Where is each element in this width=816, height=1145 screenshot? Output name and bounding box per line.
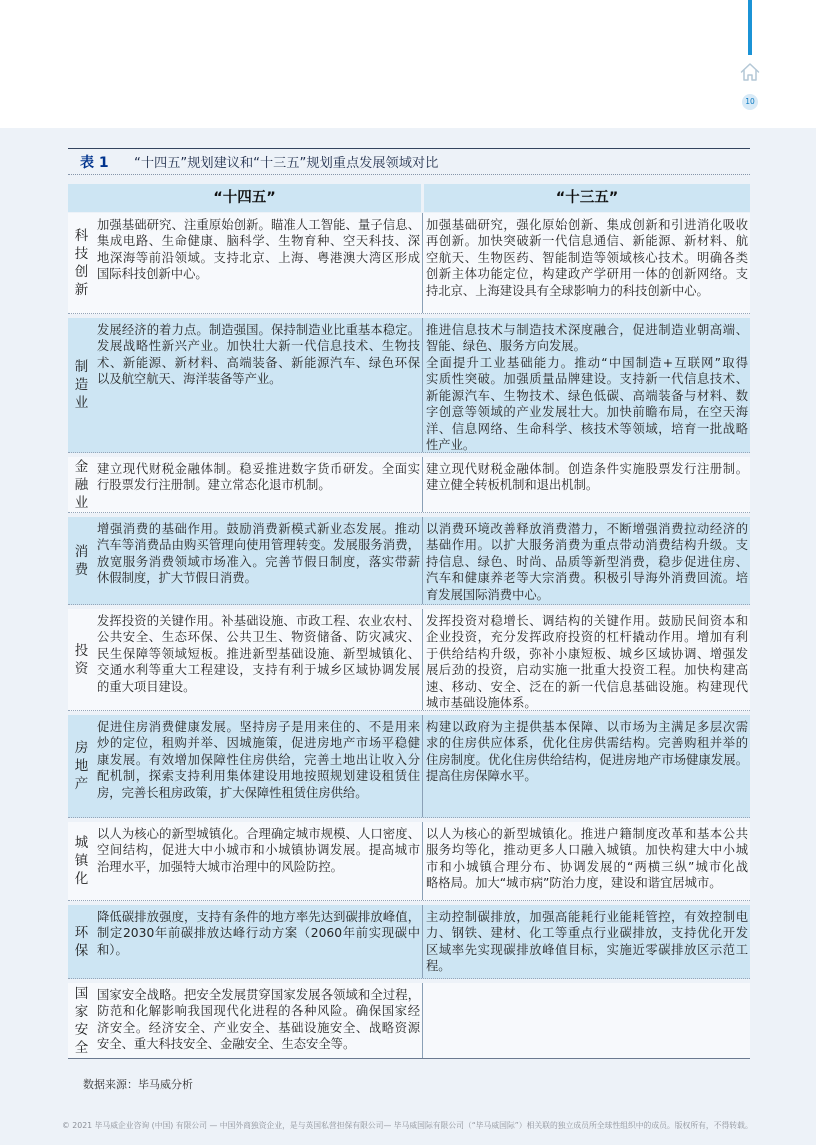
text-line: 济安全。经济安全、产业安全、基础设施安全、战略资源 — [97, 1020, 420, 1035]
table-row — [68, 822, 750, 901]
row-label-cell — [68, 457, 95, 512]
row-label-cell — [68, 905, 95, 978]
text-line: 于供给结构升级，弥补小康短板、城乡区域协调、增强发 — [426, 646, 748, 661]
text-line: 育发展国际消费中心。 — [426, 587, 549, 602]
text-line: 房，完善长租房政策，扩大保障性租赁住房供给。 — [97, 785, 368, 800]
row-label-cell — [68, 517, 95, 604]
text-line: 基础作用。以扩大服务消费为重点带动消费结构升级。支 — [426, 538, 748, 552]
text-line: 行股票发行注册制。建立常态化退市机制。 — [97, 478, 331, 492]
text-line: 发展经济的着力点。制造强国。保持制造业比重基本稳定。 — [97, 322, 420, 337]
table-header-row — [68, 184, 750, 212]
table-row — [68, 318, 750, 453]
text-line: 和）。 — [97, 942, 128, 957]
text-line: 新能源汽车、生物技术、绿色低碳、高端装备与材料、数 — [426, 388, 748, 403]
accent-bar — [748, 0, 752, 55]
text-line: 加强基础研究、注重原始创新。瞄准人工智能、量子信息、 — [97, 217, 420, 232]
page-number: 10 — [742, 94, 758, 110]
text-line: 洋、信息网络、生命科学、核技术等领域，培育一批战略 — [426, 421, 748, 436]
text-line: 汽车等消费品由购买管理向使用管理转变。发展服务消费， — [97, 538, 420, 552]
row-label-cell — [68, 983, 95, 1058]
text-line: 制定2030年前碳排放达峰行动方案（2060年前实现碳中 — [97, 926, 420, 940]
text-line: 持信息、绿色、时尚、品质等新型消费，稳步促进住房、 — [426, 554, 748, 569]
text-line: 程。 — [426, 959, 451, 973]
table-row — [68, 905, 750, 979]
row-label: 制造业 — [74, 359, 89, 411]
table-title-row — [68, 148, 750, 175]
row-label-cell — [68, 609, 95, 710]
text-line: 以消费环境改善释放消费潜力，不断增强消费拉动经济的 — [426, 521, 748, 536]
cell-13th-plan — [422, 609, 750, 710]
text-line: 炒的定位，租购并举、因城施策，促进房地产市场平稳健 — [97, 736, 420, 750]
text-line: 建立现代财税金融体制。创造条件实施股票发行注册制。 — [426, 461, 748, 476]
cell-13th-plan — [422, 715, 750, 817]
text-line: 区域率先实现碳排放峰值目标，实施近零碳排放区示范工 — [426, 942, 748, 957]
table-row — [68, 609, 750, 711]
text-line: 持北京、上海建设具有全球影响力的科技创新中心。 — [426, 283, 709, 298]
text-line: 术、新能源、新材料、高端装备、新能源汽车、绿色环保 — [97, 355, 420, 370]
row-label: 环保 — [74, 924, 89, 959]
cell-13th-plan — [422, 213, 750, 313]
row-label-cell — [68, 318, 95, 452]
home-icon — [739, 61, 761, 83]
text-line: 力、钢铁、建材、化工等重点行业碳排放，支持优化开发 — [426, 926, 748, 940]
table-row — [68, 457, 750, 513]
table-row — [68, 213, 750, 314]
text-line: 再创新。加快突破新一代信息通信、新能源、新材料、航 — [426, 234, 748, 248]
text-line: 集成电路、生命健康、脑科学、生物育种、空天科技、深 — [97, 234, 420, 248]
cell-14th-plan — [95, 715, 422, 817]
text-line: 治理水平，加强特大城市治理中的风险防控。 — [97, 859, 343, 874]
table-row — [68, 715, 750, 818]
text-line: 性产业。 — [426, 438, 476, 452]
text-line: 休假制度，扩大节假日消费。 — [97, 571, 257, 585]
table-body — [68, 213, 750, 1063]
text-line: 交通水利等重大工程建设，支持有利于城乡区域协调发展 — [97, 663, 420, 677]
text-line: 字创意等领域的产业发展壮大。加快前瞻布局，在空天海 — [426, 405, 748, 419]
text-line: 安全、重大科技安全、金融安全、生态安全等。 — [97, 1037, 356, 1051]
cell-13th-plan — [422, 983, 750, 1058]
row-label: 国家安全 — [74, 985, 89, 1056]
text-line: 康发展。有效增加保障性住房供给，完善土地出让收入分 — [97, 752, 420, 767]
text-line: 实质性突破。加强质量品牌建设。支持新一代信息技术、 — [426, 372, 748, 386]
text-line: 发挥投资的关键作用。补基础设施、市政工程、农业农村、 — [97, 613, 420, 628]
text-line: 降低碳排放强度，支持有条件的地方率先达到碳排放峰值， — [97, 909, 420, 924]
home-button[interactable] — [739, 61, 761, 83]
table-row — [68, 983, 750, 1059]
text-line: 求的住房供应体系，优化住房供需结构。完善购租并举的 — [426, 736, 748, 750]
text-line: 空间结构，促进大中小城市和小城镇协调发展。提高城市 — [97, 843, 420, 857]
text-line: 略格局。加大“城市病”防治力度，建设和谐宜居城市。 — [426, 876, 722, 890]
cell-14th-plan — [95, 905, 422, 978]
data-source-note: 数据来源：毕马威分析 — [83, 1078, 193, 1091]
cell-13th-plan — [422, 905, 750, 978]
text-line: 民生保障等领域短板。推进新型基础设施、新型城镇化、 — [97, 646, 420, 661]
text-line: 国家安全战略。把安全发展贯穿国家发展各领域和全过程， — [97, 987, 420, 1002]
text-line: 防范和化解影响我国现代化进程的各种风险。确保国家经 — [97, 1004, 420, 1018]
text-line: 发挥投资对稳增长、调结构的关键作用。鼓励民间资本和 — [426, 613, 748, 628]
text-line: 国际科技创新中心。 — [97, 267, 208, 281]
text-line: 加强基础研究，强化原始创新、集成创新和引进消化吸收 — [426, 217, 748, 232]
cell-14th-plan — [95, 517, 422, 604]
text-line: 提高住房保障水平。 — [426, 769, 537, 783]
cell-13th-plan — [422, 822, 750, 900]
cell-14th-plan — [95, 318, 422, 452]
text-line: 促进住房消费健康发展。坚持房子是用来住的、不是用来 — [97, 719, 420, 734]
row-label: 金融业 — [74, 458, 89, 511]
row-label: 房地产 — [74, 740, 89, 792]
text-line: 速、移动、安全、泛在的新一代信息基础设施。构建现代 — [426, 679, 748, 694]
row-label: 城镇化 — [74, 835, 89, 887]
table-title: “十四五”规划建议和“十三五”规划重点发展领域对比 — [134, 156, 439, 171]
text-line: 城市基础设施体系。 — [426, 696, 537, 710]
cell-14th-plan — [95, 457, 422, 512]
row-label: 投资 — [74, 642, 89, 677]
text-line: 以人为核心的新型城镇化。合理确定城市规模、人口密度、 — [97, 826, 420, 841]
table-number: 表 1 — [80, 154, 109, 171]
cell-13th-plan — [422, 517, 750, 604]
column-header-14th-plan: “十四五” — [68, 184, 421, 212]
text-line: 企业投资，充分发挥政府投资的杠杆撬动作用。增加有利 — [426, 630, 748, 644]
text-line: 以及航空航天、海洋装备等产业。 — [97, 372, 282, 386]
text-line: 发展战略性新兴产业。加快壮大新一代信息技术、生物技 — [97, 339, 420, 353]
row-label-cell — [68, 715, 95, 817]
table-row — [68, 517, 750, 605]
text-line: 放宽服务消费领域市场准入。完善节假日制度，落实带薪 — [97, 554, 420, 569]
text-line: 空航天、生物医药、智能制造等领域核心技术。明确各类 — [426, 250, 748, 265]
cell-14th-plan — [95, 609, 422, 710]
text-line: 配机制，探索支持利用集体建设用地按照规划建设租赁住 — [97, 769, 420, 783]
text-line: 推进信息技术与制造技术深度融合，促进制造业朝高端、 — [426, 322, 748, 337]
text-line: 建立现代财税金融体制。稳妥推进数字货币研发。全面实 — [97, 461, 420, 476]
column-header-13th-plan: “十三五” — [424, 184, 750, 212]
text-line: 住房制度。优化住房供给结构，促进房地产市场健康发展。 — [426, 752, 748, 767]
text-line: 公共安全、生态环保、公共卫生、物资储备、防灾减灾、 — [97, 630, 420, 644]
text-line: 的重大项目建设。 — [97, 679, 196, 694]
text-line: 主动控制碳排放，加强高能耗行业能耗管控，有效控制电 — [426, 909, 748, 924]
text-line: 市和小城镇合理分布、协调发展的“两横三纵”城市化战 — [426, 859, 748, 874]
comparison-table — [68, 148, 750, 1060]
cell-14th-plan — [95, 822, 422, 900]
cell-13th-plan — [422, 318, 750, 452]
cell-14th-plan — [95, 213, 422, 313]
text-line: 智能、绿色、服务方向发展。 — [426, 339, 586, 353]
text-line: 全面提升工业基础能力。推动“中国制造+互联网”取得 — [426, 355, 748, 370]
row-label-cell — [68, 213, 95, 313]
text-line: 建立健全转板机制和退出机制。 — [426, 478, 599, 492]
cell-13th-plan — [422, 457, 750, 512]
text-line: 增强消费的基础作用。鼓励消费新模式新业态发展。推动 — [97, 521, 420, 536]
text-line: 构建以政府为主提供基本保障、以市场为主满足多层次需 — [426, 719, 748, 734]
text-line: 服务均等化，推动更多人口融入城镇。加快构建大中小城 — [426, 843, 748, 857]
text-line: 创新主体功能定位，构建政产学研用一体的创新网络。支 — [426, 267, 748, 281]
text-line: 以人为核心的新型城镇化。推进户籍制度改革和基本公共 — [426, 826, 748, 841]
text-line: 展后劲的投资，启动实施一批重大投资工程。加快构建高 — [426, 663, 748, 677]
row-label: 科技创新 — [74, 228, 89, 298]
copyright-footer: © 2021 毕马威企业咨询 (中国) 有限公司 — 中国外商独资企业，是与英国私营担保有限公司— 毕马威国际有限公司（“毕马威国际”）相关联的独立成员所全球性组织中的成员。版权所有，不得转载。 — [62, 1121, 753, 1130]
row-label: 消费 — [74, 543, 89, 578]
text-line: 汽车和健康养老等大宗消费。积极引导海外消费回流。培 — [426, 571, 748, 585]
text-line: 地深海等前沿领域。支持北京、上海、粤港澳大湾区形成 — [97, 250, 420, 265]
cell-14th-plan — [95, 983, 422, 1058]
row-label-cell — [68, 822, 95, 900]
